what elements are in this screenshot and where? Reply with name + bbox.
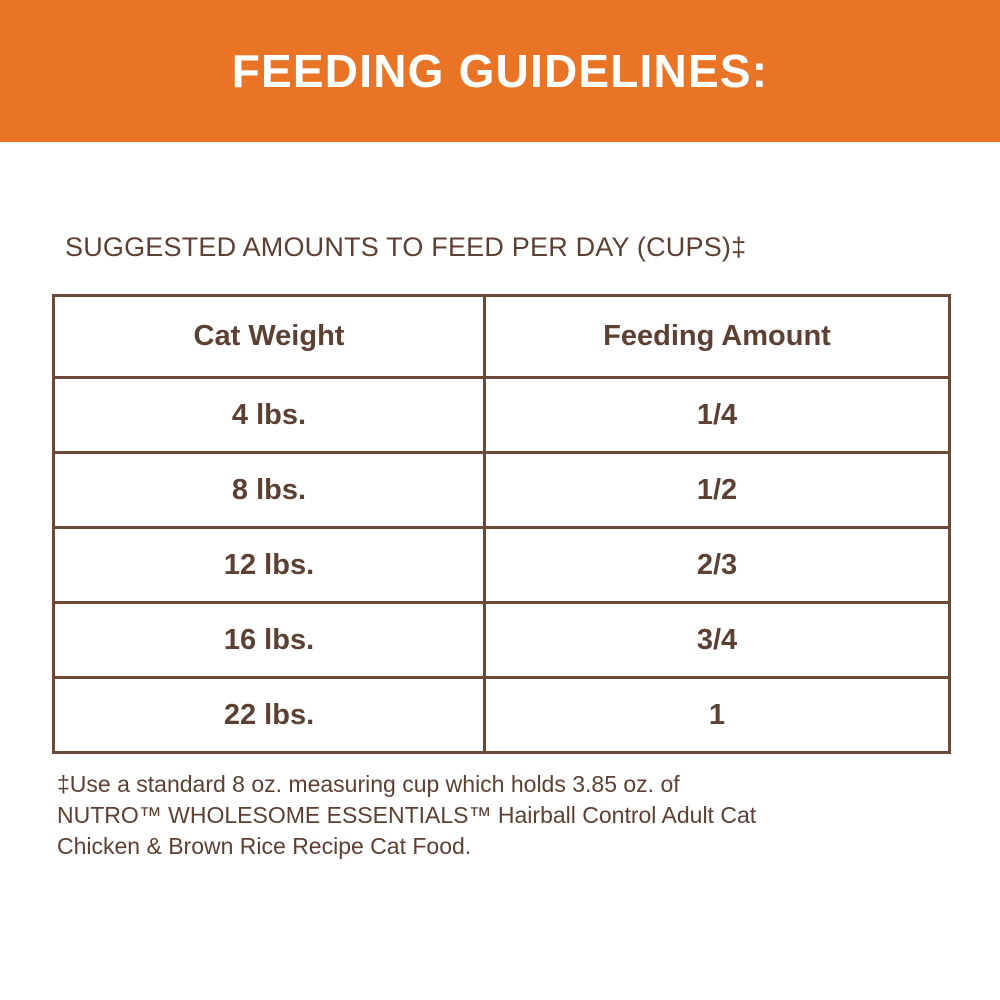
table-row <box>54 528 950 603</box>
cell-feeding-amount: 1/2 <box>485 453 950 528</box>
header-banner <box>0 0 1000 142</box>
footnote-line-1: ‡Use a standard 8 oz. measuring cup which holds 3.85 oz. of <box>57 771 680 797</box>
column-header-feeding-amount: Feeding Amount <box>485 296 950 378</box>
column-header-cat-weight: Cat Weight <box>54 296 485 378</box>
cell-cat-weight: 8 lbs. <box>54 453 485 528</box>
footnote-line-2: NUTRO™ WHOLESOME ESSENTIALS™ Hairball Control Adult Cat <box>57 802 757 829</box>
subtitle-text: SUGGESTED AMOUNTS TO FEED PER DAY (CUPS)‡ <box>65 232 747 262</box>
table-row <box>54 603 950 678</box>
cell-cat-weight: 16 lbs. <box>54 603 485 678</box>
feeding-guidelines-table <box>52 294 951 754</box>
cell-cat-weight: 12 lbs. <box>54 528 485 603</box>
footnote-line-3: Chicken & Brown Rice Recipe Cat Food. <box>57 833 472 860</box>
cell-feeding-amount: 3/4 <box>485 603 950 678</box>
cell-feeding-amount: 1 <box>485 678 950 753</box>
cell-cat-weight: 22 lbs. <box>54 678 485 753</box>
table-row <box>54 678 950 753</box>
table-row <box>54 378 950 453</box>
footnote <box>57 769 937 862</box>
content-area <box>0 142 1000 1000</box>
cell-feeding-amount: 2/3 <box>485 528 950 603</box>
cell-feeding-amount: 1/4 <box>485 378 950 453</box>
cell-cat-weight: 4 lbs. <box>54 378 485 453</box>
page-title: FEEDING GUIDELINES: <box>231 45 769 97</box>
table-header-row <box>54 296 950 378</box>
table-row <box>54 453 950 528</box>
